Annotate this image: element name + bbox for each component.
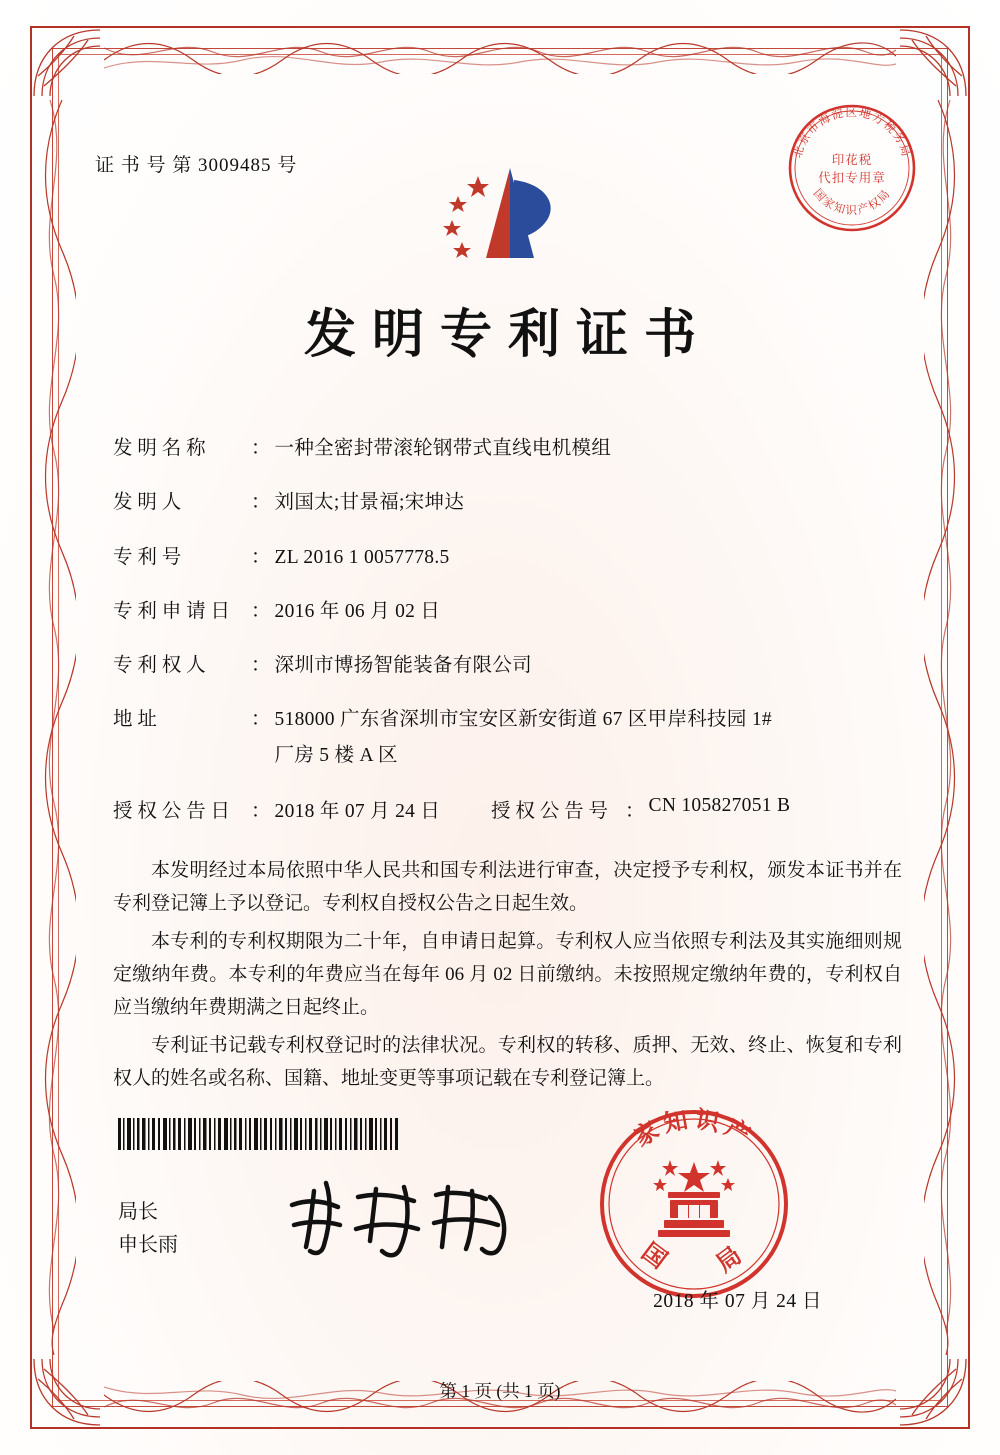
field-label: 发 明 人 — [113, 492, 182, 514]
page-footer: 第 1 页 (共 1 页) — [439, 1381, 561, 1401]
field-value: 2018 年 07 月 24 日 — [274, 800, 441, 822]
signature-name: 申长雨 — [118, 1234, 178, 1256]
certificate-barcode — [118, 1118, 403, 1150]
svg-text:印花税: 印花税 — [831, 152, 873, 167]
field-colon: ： — [251, 546, 271, 568]
national-seal — [594, 1104, 794, 1304]
field-value-wrap — [275, 705, 900, 770]
signature-block — [118, 1196, 178, 1262]
field-patentee — [113, 651, 900, 680]
cnipa-logo-icon — [418, 158, 578, 273]
field-invention-name — [113, 434, 900, 463]
field-colon: ： — [251, 600, 271, 622]
field-value: 刘国太;甘景福;宋坤达 — [274, 492, 465, 514]
paragraph-3: 专利证书记载专利权登记时的法律状况。专利权的转移、质押、无效、终止、恢复和专利权人的姓名或名称、国籍、地址变更等事项记载在专利登记簿上。 — [113, 1035, 902, 1090]
paragraph-2: 本专利的专利权期限为二十年，自申请日起算。专利权人应当依照专利法及其实施细则规定缴纳年费。本专利的年费应当在每年 06 月 02 日前缴纳。未按照规定缴纳年费的，专利权自应当缴纳年费期满之日起终止。 — [113, 931, 902, 1018]
paragraph-1: 本发明经过本局依照中华人民共和国专利法进行审查，决定授予专利权，颁发本证书并在专利登记簿上予以登记。专利权自授权公告之日起生效。 — [113, 860, 902, 914]
field-announcement-date — [113, 795, 491, 823]
field-value: 2016 年 06 月 02 日 — [274, 600, 441, 622]
field-colon: ： — [251, 800, 271, 822]
page-title: 发明专利证书 — [303, 304, 712, 365]
field-inventors — [113, 488, 900, 517]
svg-text:北京市海淀区地方税务局: 北京市海淀区地方税务局 — [789, 105, 915, 160]
field-label: 授 权 公 告 号 — [491, 800, 609, 822]
field-value: CN 105827051 B — [648, 794, 791, 816]
field-colon: ： — [625, 800, 645, 822]
field-label: 专 利 申 请 日 — [113, 600, 231, 622]
field-patent-number — [113, 543, 900, 572]
field-grant-row — [113, 795, 900, 823]
tax-seal — [782, 98, 922, 238]
field-address — [113, 705, 900, 770]
field-application-date — [113, 597, 900, 626]
field-label: 专 利 权 人 — [113, 655, 206, 676]
issue-date: 2018 年 07 月 24 日 — [653, 1291, 822, 1312]
svg-text:代扣专用章: 代扣专用章 — [818, 170, 886, 185]
field-value: 深圳市博扬智能装备有限公司 — [274, 655, 532, 676]
field-colon: ： — [251, 438, 271, 459]
field-colon: ： — [251, 492, 271, 514]
signature-role: 局长 — [118, 1201, 158, 1223]
svg-text:家知识产: 家知识产 — [628, 1105, 760, 1153]
field-list — [113, 434, 900, 823]
address-line-2: 厂房 5 楼 A 区 — [274, 744, 398, 766]
field-value: ZL 2016 1 0057778.5 — [274, 546, 450, 568]
field-label: 授 权 公 告 日 — [113, 800, 231, 822]
field-label: 地 址 — [113, 709, 157, 731]
svg-text:国家知识产权局: 国家知识产权局 — [810, 185, 894, 217]
address-line-1: 518000 广东省深圳市宝安区新安街道 67 区甲岸科技园 1# — [274, 709, 772, 731]
svg-text:国 局: 国 局 — [636, 1237, 752, 1286]
field-label: 发 明 名 称 — [113, 438, 206, 459]
field-value: 一种全密封带滚轮钢带式直线电机模组 — [274, 438, 612, 459]
certificate-number: 证 书 号 第 3009485 号 — [95, 155, 298, 176]
field-colon: ： — [251, 709, 271, 731]
body-text — [113, 855, 902, 1102]
field-colon: ： — [251, 655, 271, 676]
handwritten-signature-icon — [280, 1175, 520, 1265]
field-announcement-number — [491, 795, 790, 823]
field-label: 专 利 号 — [113, 546, 182, 568]
